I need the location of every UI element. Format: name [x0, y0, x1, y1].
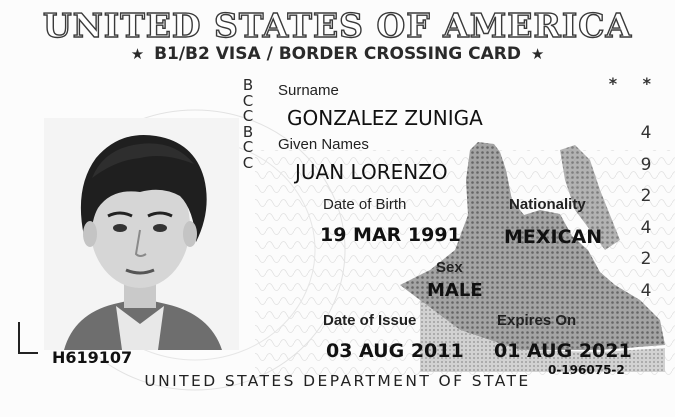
sex-label: Sex — [436, 259, 463, 276]
dob-value: 19 MAR 1991 — [320, 224, 461, 246]
right-digit: 9 — [640, 154, 652, 175]
card-type-subtitle — [0, 44, 675, 64]
vertical-code-letter: C — [242, 107, 254, 125]
right-digit: 2 — [640, 186, 652, 206]
given-names-value: JUAN LORENZO — [295, 160, 448, 184]
surname-value: GONZALEZ ZUNIGA — [287, 106, 483, 130]
date-of-issue-label: Date of Issue — [323, 312, 417, 329]
issuing-authority: UNITED STATES DEPARTMENT OF STATE — [144, 372, 531, 390]
given-names-label: Given Names — [278, 136, 369, 153]
star-icon: ★ — [130, 45, 145, 63]
corner-mark — [18, 322, 38, 354]
top-right-stars: * * — [608, 74, 661, 93]
expires-on-value: 01 AUG 2021 — [494, 340, 632, 362]
holder-portrait-photo — [44, 118, 239, 350]
country-title: UNITED STATES OF AMERICA — [42, 6, 633, 45]
vertical-code-letter: B — [242, 76, 254, 94]
expires-on-label: Expires On — [497, 312, 577, 329]
date-of-issue-value: 03 AUG 2011 — [326, 340, 464, 362]
right-digit: 4 — [640, 123, 652, 143]
nationality-value: MEXICAN — [504, 226, 603, 248]
control-number: 0-196075-2 — [548, 363, 625, 377]
star-icon: ★ — [530, 45, 545, 63]
sex-value: MALE — [427, 280, 483, 301]
vertical-code-letter: C — [242, 153, 254, 172]
nationality-label: Nationality — [509, 196, 586, 213]
right-digit: 2 — [640, 249, 652, 269]
right-digit: 4 — [640, 217, 652, 238]
vertical-code-letter: C — [242, 138, 254, 156]
vertical-code-column — [237, 78, 259, 171]
vertical-code-letter: B — [242, 122, 254, 141]
card-type-text: B1/B2 VISA / BORDER CROSSING CARD — [154, 44, 521, 64]
document-number: H619107 — [52, 348, 133, 367]
right-digit: 4 — [640, 280, 652, 301]
surname-label: Surname — [278, 82, 339, 99]
vertical-code-letter: C — [242, 91, 254, 110]
dob-label: Date of Birth — [323, 196, 407, 213]
right-digit-column — [633, 118, 659, 307]
